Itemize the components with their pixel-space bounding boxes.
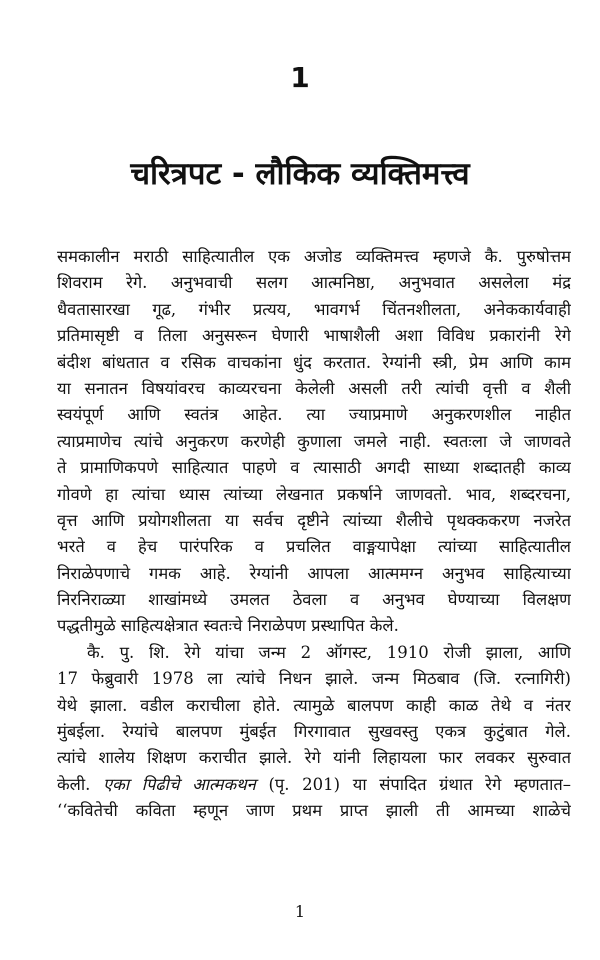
text-line: स्वयंपूर्ण आणि स्वतंत्र आहेत. त्या ज्याप्रमाणे अनुकरणशील नाहीत [57, 405, 571, 425]
text-line-citation [57, 772, 571, 798]
text-line: मुंबईला. रेग्यांचे बालपण मुंबईत गिरगावात सुखवस्तु एकत्र कुटुंबात गेले. [57, 722, 571, 742]
text-fragment: केली. [57, 774, 104, 794]
text-line: निरनिराळ्या शाखांमध्ये उमलत ठेवला व अनुभव घेण्याच्या विलक्षण [57, 590, 571, 610]
text-line: प्रतिमासृष्टी व तिला अनुसरून घेणारी भाषाशैली अशा विविध प्रकारांनी रेगे [57, 326, 571, 346]
text-line: पद्धतीमुळे साहित्यक्षेत्रात स्वतःचे निराळेपण प्रस्थापित केले. [57, 616, 399, 636]
text-fragment: (पृ. 201) या संपादित ग्रंथात रेगे म्हणतात– [255, 774, 571, 794]
chapter-title: चरित्रपट - लौकिक व्यक्तिमत्त्व [130, 156, 470, 192]
text-line: भरते व हेच पारंपरिक व प्रचलित वाङ्मयापेक्षा त्यांच्या साहित्यातील [57, 537, 571, 557]
text-line: धैवतासारखा गूढ, गंभीर प्रत्यय, भावगर्भ चिंतनशीलता, अनेककार्यवाही [57, 299, 571, 319]
text-line: निराळेपणाचे गमक आहे. रेग्यांनी आपला आत्ममग्न अनुभव साहित्याच्या [57, 563, 571, 583]
text-line: ‘‘कवितेची कविता म्हणून जाण प्रथम प्राप्त झाली ती आमच्या शाळेचे [57, 801, 571, 821]
text-line: त्याप्रमाणेच त्यांचे अनुकरण करणेही कुणाला जमले नाही. स्वतःला जे जाणवते [57, 431, 571, 451]
text-line: 17 फेब्रुवारी 1978 ला त्यांचे निधन झाले. जन्म मिठबाव (जि. रत्नागिरी) [57, 669, 571, 689]
text-line: बंदीश बांधतात व रसिक वाचकांना धुंद करतात. रेग्यांनी स्त्री, प्रेम आणि काम [57, 352, 571, 372]
text-line: समकालीन मराठी साहित्यातील एक अजोड व्यक्तिमत्त्व म्हणजे कै. पुरुषोत्तम [57, 247, 571, 266]
text-line: शिवराम रेगे. अनुभवाची सलग आत्मनिष्ठा, अनुभवात असलेला मंद्र [57, 273, 571, 293]
text-line: येथे झाला. वडील कराचीला होते. त्यामुळे बालपण काही काळ तेथे व नंतर [57, 695, 571, 715]
chapter-number: 1 [290, 61, 310, 94]
page-number: 1 [294, 902, 306, 921]
book-title-italic: एका पिढीचे आत्मकथन [103, 774, 256, 794]
body-text [57, 244, 571, 825]
text-line: त्यांचे शालेय शिक्षण कराचीत झाले. रेगे यांनी लिहायला फार लवकर सुरुवात [57, 748, 571, 768]
text-line: कै. पु. शि. रेगे यांचा जन्म 2 ऑगस्ट, 1910 रोजी झाला, आणि [87, 642, 571, 662]
text-line: वृत्त आणि प्रयोगशीलता या सर्वच दृष्टीने त्यांच्या शैलीचे पृथक्ककरण नजरेत [57, 510, 571, 530]
text-line: ते प्रामाणिकपणे साहित्यात पाहणे व त्यासाठी अगदी साध्या शब्दातही काव्य [57, 458, 571, 478]
text-line: गोवणे हा त्यांचा ध्यास त्यांच्या लेखनात प्रकर्षाने जाणवतो. भाव, शब्दरचना, [57, 484, 571, 504]
text-line: या सनातन विषयांवरच काव्यरचना केलेली असली तरी त्यांची वृत्ती व शैली [57, 378, 571, 398]
